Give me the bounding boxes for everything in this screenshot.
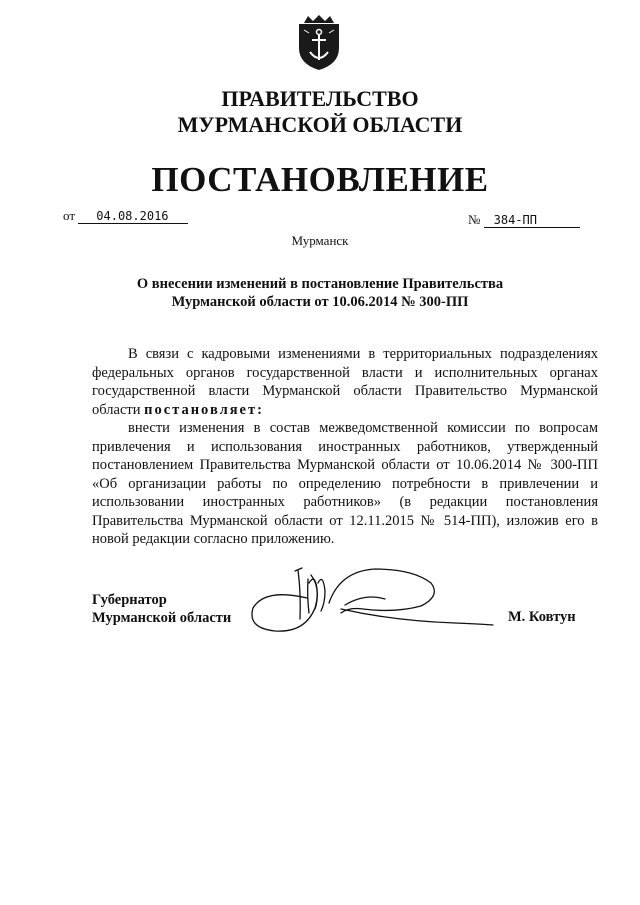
date-value: 04.08.2016 [78, 209, 188, 224]
resolution-keyword: постановляет: [144, 401, 264, 418]
body-paragraph-2: внести изменения в состав межведомственной комиссии по вопросам привлечения и использования иностранных работников, утвержденный постановлением Правительства Мурманской области от 10.06.2014 № 300-ПП «Об организации работы по определению потребности в привлечении и использовании иностранных работников» (в редакции постановления Правительства Мурманской области от 12.11.2015 № 514-ПП), изложив его в новой редакции согласно приложению. [92, 420, 598, 547]
number-prefix: № [468, 212, 481, 227]
signature-icon [245, 563, 500, 635]
number-value: 384-ПП [484, 213, 580, 228]
government-line-1: ПРАВИТЕЛЬСТВО [221, 86, 419, 111]
body-paragraph-1-text: В связи с кадровыми изменениями в территориальных подразделениях федеральных органов государственной власти и исполнительных органах государственной власти Мурманской области Правительство Мурманской области [92, 346, 598, 418]
coat-of-arms-icon [296, 14, 342, 72]
government-line-2: МУРМАНСКОЙ ОБЛАСТИ [177, 112, 463, 137]
document-subject [0, 275, 640, 311]
date-prefix: от [63, 208, 76, 223]
number-field [468, 212, 580, 228]
subject-line-1: О внесении изменений в постановление Правительства [136, 276, 504, 292]
city-name: Мурманск [291, 233, 349, 248]
government-heading [0, 86, 640, 138]
document-body [92, 345, 598, 549]
date-field [63, 208, 188, 224]
document-type-title: ПОСТАНОВЛЕНИЕ [151, 160, 489, 199]
signatory-name: М. Ковтун [508, 609, 576, 625]
signatory-position-line-1: Губернатор [92, 592, 167, 608]
body-paragraph-1 [92, 345, 598, 419]
signatory-position [92, 591, 231, 627]
signatory-position-line-2: Мурманской области [92, 610, 232, 626]
subject-line-2: Мурманской области от 10.06.2014 № 300-ПП [171, 294, 469, 310]
